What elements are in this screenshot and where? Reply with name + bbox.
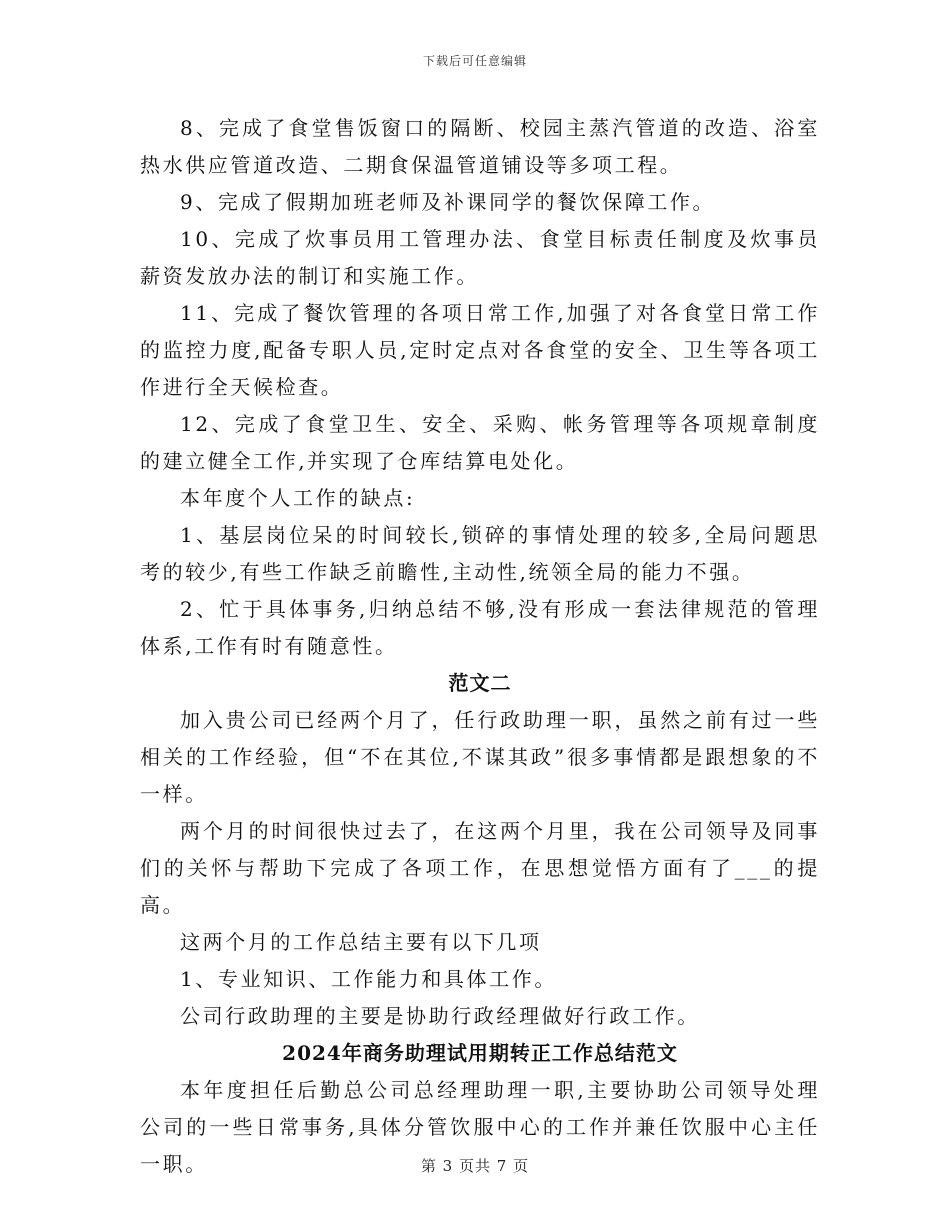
paragraph-two-months: 两个月的时间很快过去了，在这两个月里，我在公司领导及同事们的关怀与帮助下完成了各项工作，在思想觉悟方面有了___的提高。	[140, 819, 820, 917]
document-body	[140, 110, 820, 1183]
paragraph-item-12: 12、完成了食堂卫生、安全、采购、帐务管理等各项规章制度的建立健全工作,并实现了仓库结算电处化。	[140, 412, 820, 473]
paragraph-shortcoming-2: 2、忙于具体事务,归纳总结不够,没有形成一套法律规范的管理体系,工作有时有随意性。	[140, 597, 820, 658]
section-heading-2024-summary: 2024年商务助理试用期转正工作总结范文	[282, 1041, 678, 1065]
paragraph-item-9: 9、完成了假期加班老师及补课同学的餐饮保障工作。	[180, 190, 716, 214]
paragraph-item-10: 10、完成了炊事员用工管理办法、食堂目标责任制度及炊事员薪资发放办法的制订和实施工作。	[140, 227, 820, 288]
paragraph-intro: 加入贵公司已经两个月了，任行政助理一职，虽然之前有过一些相关的工作经验，但“不在其位,不谋其政”很多事情都是跟想象的不一样。	[140, 708, 820, 806]
paragraph-assistant-role: 本年度担任后勤总公司总经理助理一职,主要协助公司领导处理公司的一些日常事务,具体分管饮服中心的工作并兼任饮服中心主任一职。	[140, 1078, 820, 1176]
paragraph-shortcoming-1: 1、基层岗位呆的时间较长,锁碎的事情处理的较多,全局问题思考的较少,有些工作缺乏前瞻性,主动性,统领全局的能力不强。	[140, 523, 820, 584]
paragraph-summary-item-1: 1、专业知识、工作能力和具体工作。	[180, 967, 557, 991]
page-footer: 第 3 页共 7 页	[420, 1157, 530, 1175]
paragraph-item-11: 11、完成了餐饮管理的各项日常工作,加强了对各食堂日常工作的监控力度,配备专职人员,定时定点对各食堂的安全、卫生等各项工作进行全天候检查。	[140, 301, 820, 399]
section-heading-sample-two: 范文二	[448, 671, 512, 695]
page-header: 下载后可任意编辑	[422, 54, 527, 68]
paragraph-summary-intro: 这两个月的工作总结主要有以下几项	[180, 930, 542, 954]
paragraph-item-8: 8、完成了食堂售饭窗口的隔断、校园主蒸汽管道的改造、浴室热水供应管道改造、二期食保温管道铺设等多项工程。	[140, 116, 820, 177]
paragraph-admin-role: 公司行政助理的主要是协助行政经理做好行政工作。	[180, 1004, 700, 1028]
paragraph-shortcomings-title: 本年度个人工作的缺点:	[180, 486, 416, 510]
